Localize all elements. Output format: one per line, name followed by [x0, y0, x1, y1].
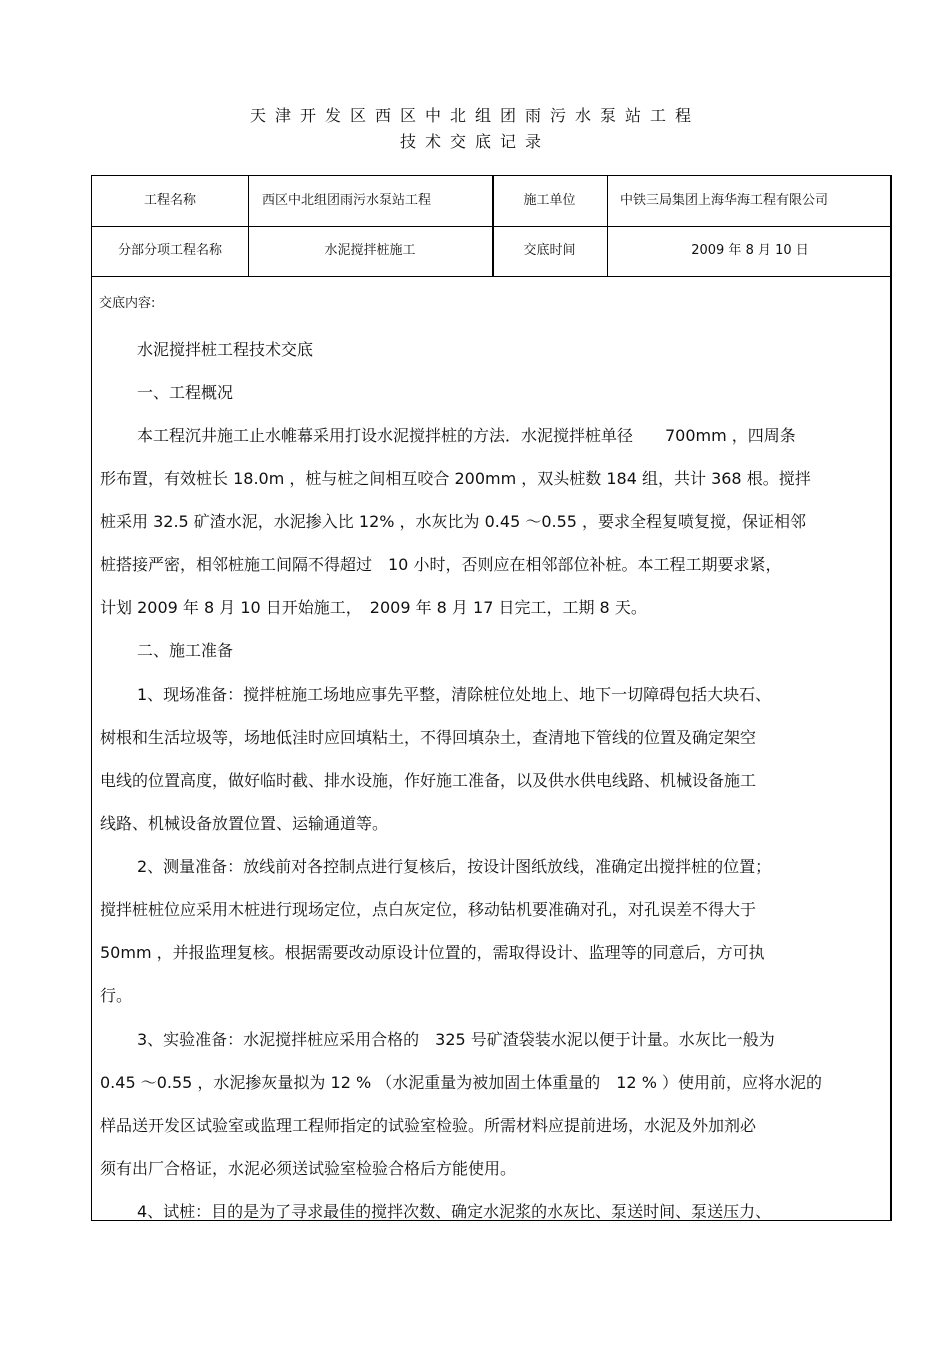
project-name-value: 西区中北组团雨污水泵站工程: [262, 193, 432, 208]
content-line: 行。: [100, 986, 133, 1005]
section-heading-overview: 一、工程概况: [137, 383, 234, 402]
content-line: 形布置，有效桩长 18.0m ，桩与桩之间相互咬合 200mm ，双头桩数 184 组，共计 368 根。搅拌: [100, 469, 811, 488]
document-title: 天津开发区西区中北组团雨污水泵站工程: [249, 106, 700, 125]
project-name-label: 工程名称: [143, 193, 196, 208]
disclosure-date-value: 2009 年 8 月 10 日: [691, 243, 809, 258]
content-line: 须有出厂合格证，水泥必须送试验室检验合格后方能使用。: [100, 1159, 517, 1178]
document-subtitle: 技术交底记录: [399, 132, 550, 151]
content-line: 3、实验准备：水泥搅拌桩应采用合格的 325 号矿渣袋装水泥以便于计量。水灰比一般为: [137, 1030, 775, 1049]
row-divider-2: [92, 276, 890, 277]
sub-project-name-value: 水泥搅拌桩施工: [324, 243, 416, 258]
construction-unit-value: 中铁三局集团上海华海工程有限公司: [620, 193, 829, 208]
construction-unit-label: 施工单位: [523, 193, 576, 208]
content-line: 树根和生活垃圾等，场地低洼时应回填粘土，不得回填杂土，查清地下管线的位置及确定架空: [100, 728, 757, 747]
content-line: 50mm ，并报监理复核。根据需要改动原设计位置的，需取得设计、监理等的同意后，方可执: [100, 943, 765, 962]
content-line: 电线的位置高度，做好临时截、排水设施，作好施工准备，以及供水供电线路、机械设备施工: [100, 771, 757, 790]
content-line: 1、现场准备：搅拌桩施工场地应事先平整，清除桩位处地上、地下一切障碍包括大块石、: [137, 685, 772, 704]
disclosure-date-label: 交底时间: [523, 243, 576, 258]
content-line: 桩采用 32.5 矿渣水泥，水泥掺入比 12% ，水灰比为 0.45 ～0.55 ，要求全程复喷复搅，保证相邻: [100, 512, 807, 531]
disclosure-record-table: [91, 175, 892, 1221]
content-line: 线路、机械设备放置位置、运输通道等。: [100, 814, 389, 833]
content-line: 2、测量准备：放线前对各控制点进行复核后，按设计图纸放线，准确定出搅拌桩的位置；: [137, 857, 772, 876]
sub-project-name-label: 分部分项工程名称: [117, 243, 222, 258]
content-line: 搅拌桩桩位应采用木桩进行现场定位，点白灰定位，移动钻机要准确对孔，对孔误差不得大于: [100, 900, 757, 919]
section-heading-preparation: 二、施工准备: [137, 641, 234, 660]
content-heading: 水泥搅拌桩工程技术交底: [137, 340, 314, 359]
content-line: 0.45 ～0.55 ，水泥掺灰量拟为 12 % （水泥重量为被加固土体重量的 12 % ）使用前，应将水泥的: [100, 1073, 822, 1092]
content-line: 样品送开发区试验室或监理工程师指定的试验室检验。所需材料应提前进场，水泥及外加剂必: [100, 1116, 757, 1135]
disclosure-content-label: 交底内容:: [99, 296, 156, 311]
content-line: 4、试桩：目的是为了寻求最佳的搅拌次数、确定水泥浆的水灰比、泵送时间、泵送压力、: [137, 1202, 772, 1221]
content-line: 计划 2009 年 8 月 10 日开始施工， 2009 年 8 月 17 日完工，工期 8 天。: [100, 598, 647, 617]
content-line: 桩搭接严密，相邻桩施工间隔不得超过 10 小时，否则应在相邻部位补桩。本工程工期要求紧，: [100, 555, 782, 574]
content-line: 本工程沉井施工止水帷幕采用打设水泥搅拌桩的方法．水泥搅拌桩单径 700mm ，四周条: [137, 426, 796, 445]
